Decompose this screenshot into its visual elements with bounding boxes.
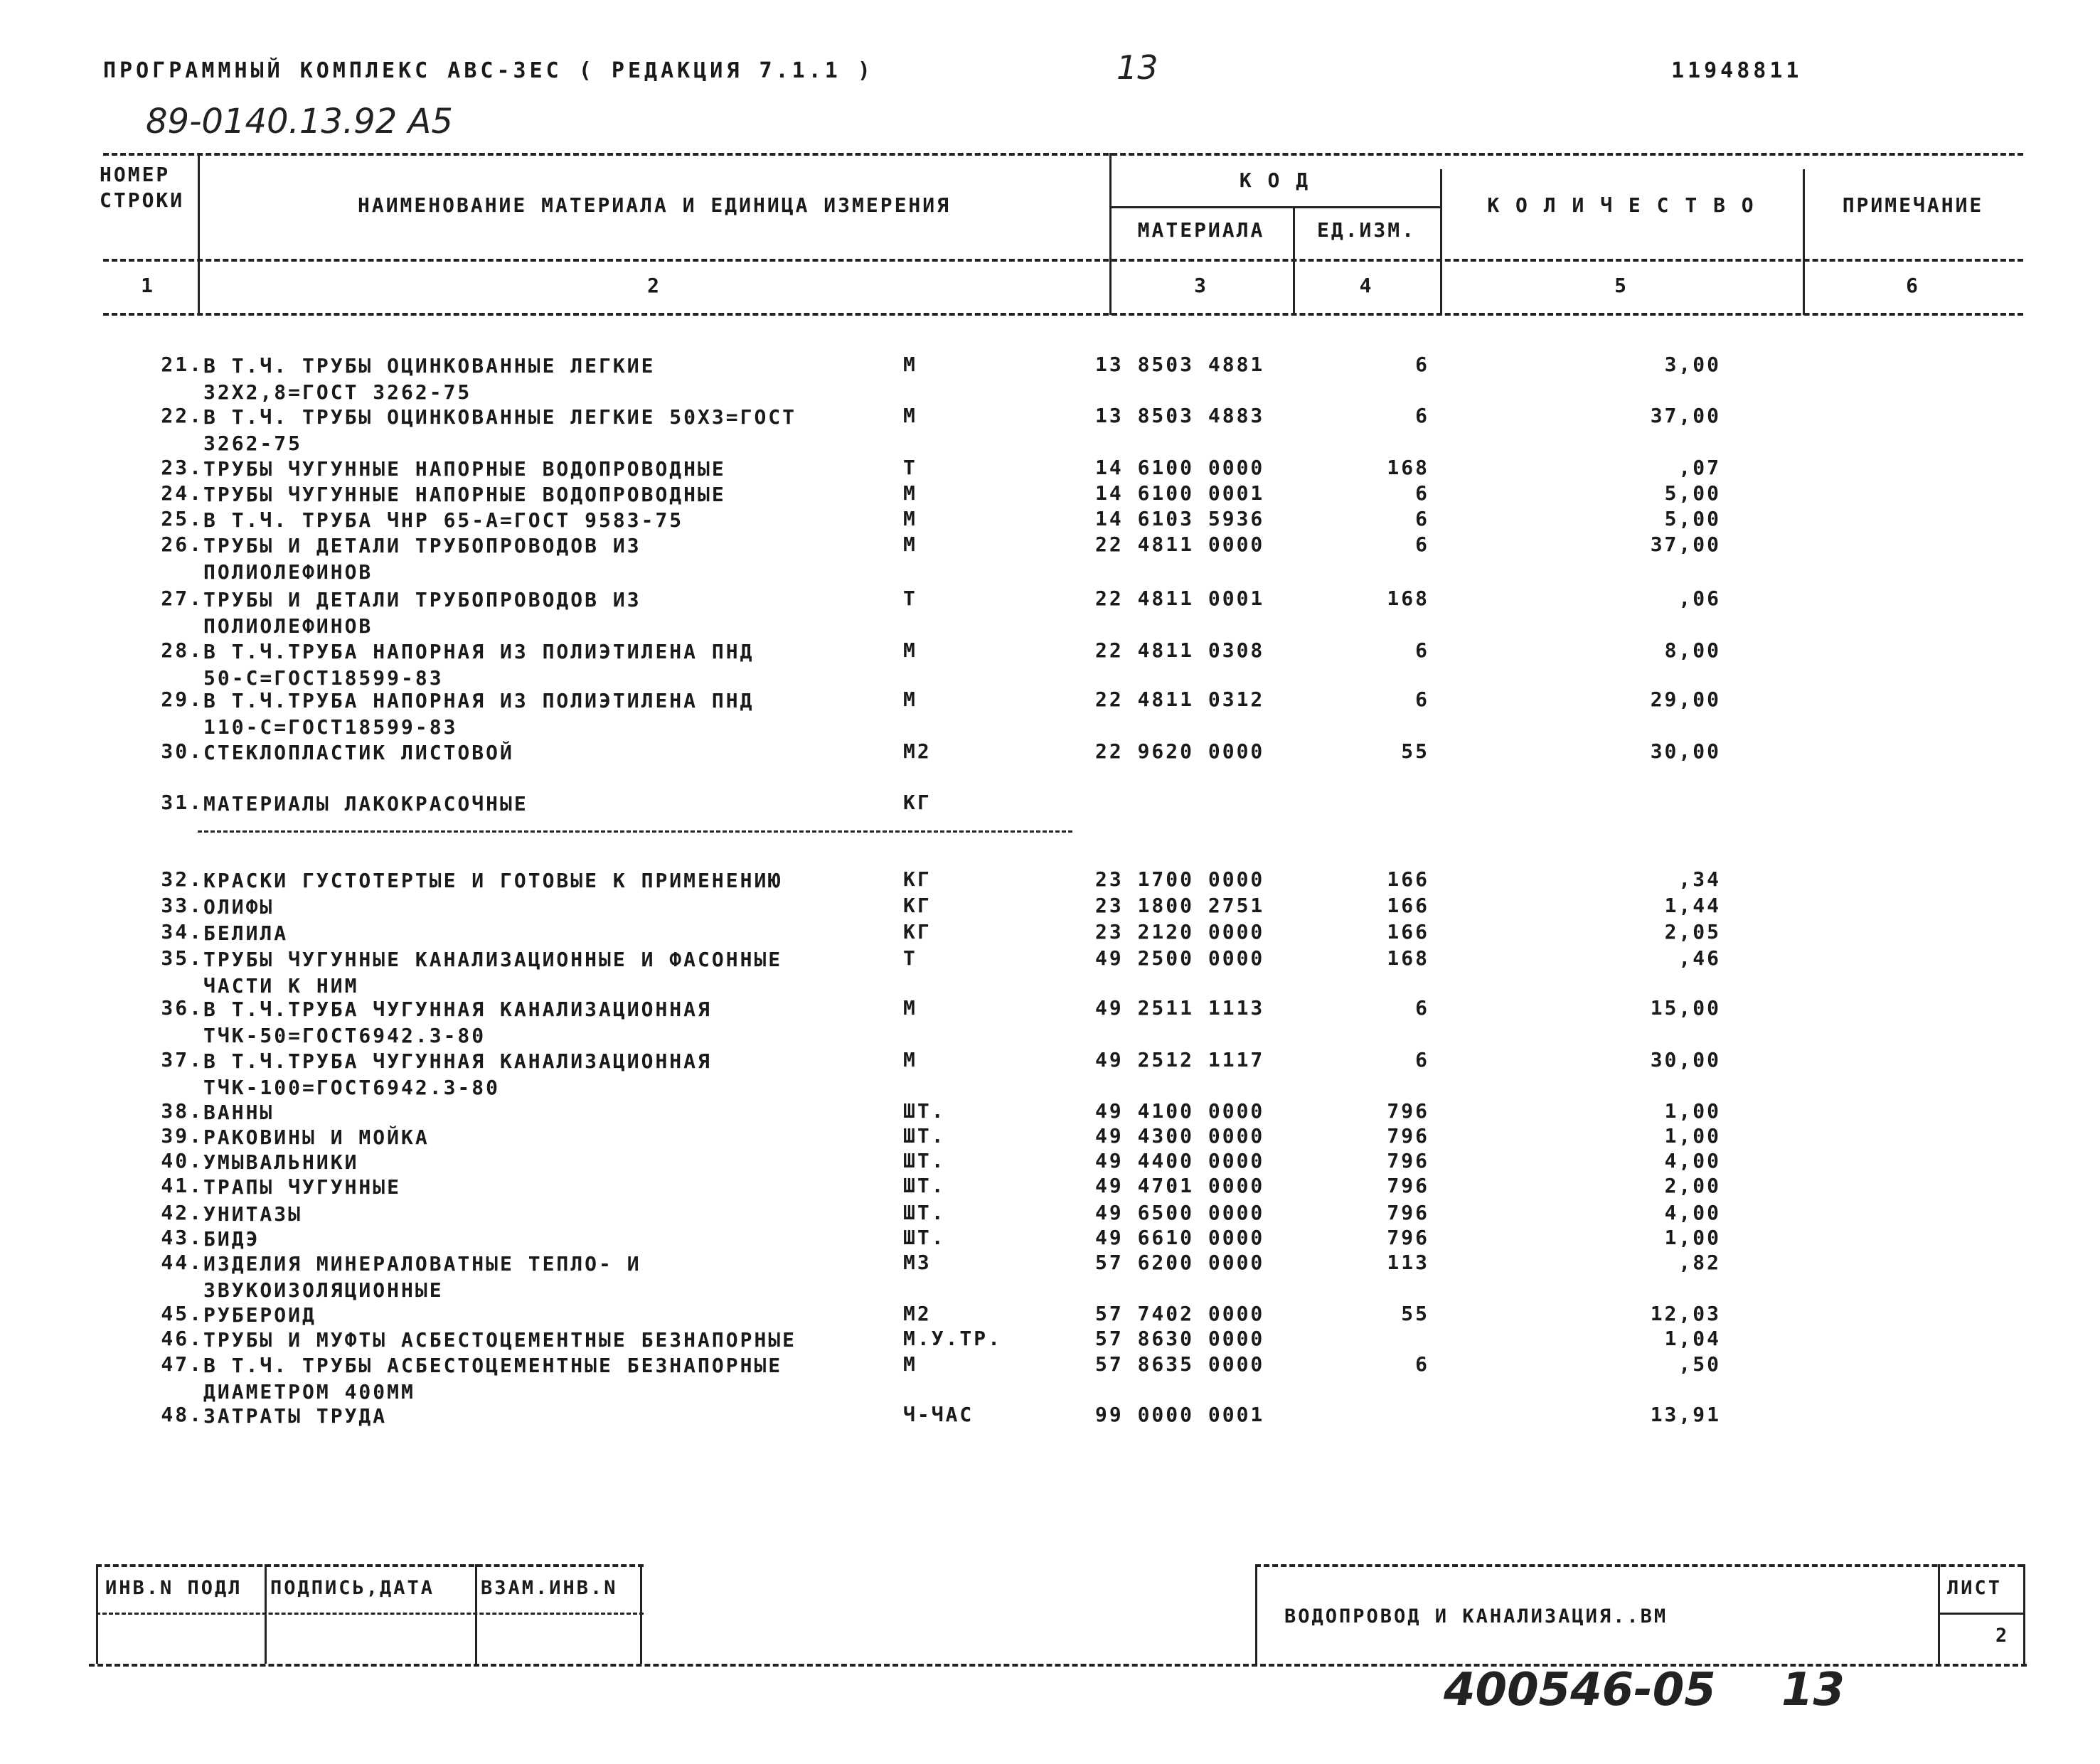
row-material-code: 23 2120 0000 (1095, 920, 1265, 944)
row-material-code: 13 8503 4883 (1095, 404, 1265, 427)
row-quantity: 8,00 (1664, 638, 1721, 662)
row-name: СТЕКЛОПЛАСТИК ЛИСТОВОЙ (203, 741, 514, 764)
row-unit-code: 796 (1387, 1201, 1429, 1224)
row-name: ЗАТРАТЫ ТРУДА (203, 1404, 388, 1428)
row-quantity: ,07 (1678, 456, 1721, 479)
row-unit: ШТ. (903, 1174, 946, 1197)
row-name-line1: В Т.Ч.ТРУБА НАПОРНАЯ ИЗ ПОЛИЭТИЛЕНА ПНД (203, 640, 755, 663)
row-name (203, 353, 655, 405)
row-number: 38. (161, 1099, 203, 1123)
row-unit: М2 (903, 739, 932, 763)
stamp-title: ВОДОПРОВОД И КАНАЛИЗАЦИЯ..ВМ (1284, 1605, 1668, 1627)
row-name: РАКОВИНЫ И МОЙКА (203, 1126, 430, 1149)
row-name: УМЫВАЛЬНИКИ (203, 1150, 359, 1174)
row-number: 43. (161, 1226, 203, 1249)
row-unit: Т (903, 946, 917, 970)
colnum-bottom-line (103, 313, 2023, 316)
row-number: 32. (161, 867, 203, 891)
row-quantity: 4,00 (1664, 1201, 1721, 1224)
row-material-code: 22 4811 0312 (1095, 688, 1265, 711)
stamp-mid-line-left (96, 1613, 644, 1615)
row-unit: М (903, 353, 917, 376)
row-name: БЕЛИЛА (203, 921, 289, 945)
colnum-6: 6 (1906, 274, 1920, 297)
row-unit-code: 168 (1387, 456, 1429, 479)
row-unit-code: 796 (1387, 1099, 1429, 1123)
row-name-line1: ИЗДЕЛИЯ МИНЕРАЛОВАТНЫЕ ТЕПЛО- И (203, 1252, 641, 1276)
row-material-code: 57 7402 0000 (1095, 1302, 1265, 1325)
row-name: МАТЕРИАЛЫ ЛАКОКРАСОЧНЫЕ (203, 792, 528, 816)
row-name-line2: ТЧК-50=ГОСТ6942.3-80 (203, 1024, 486, 1047)
row-name: ВАННЫ (203, 1101, 275, 1124)
row-material-code: 49 4300 0000 (1095, 1124, 1265, 1148)
stamp-list-number: 2 (1995, 1625, 2010, 1647)
row-quantity: ,82 (1678, 1251, 1721, 1274)
row-number: 46. (161, 1327, 203, 1350)
colnum-3: 3 (1194, 274, 1208, 297)
row-quantity: 37,00 (1650, 404, 1721, 427)
row-unit: КГ (903, 867, 932, 891)
stamp-podpis-data: ПОДПИСЬ,ДАТА (270, 1577, 435, 1599)
colnum-1: 1 (141, 274, 155, 297)
row-quantity: 2,00 (1664, 1174, 1721, 1197)
row-unit: Т (903, 456, 917, 479)
row-quantity: 4,00 (1664, 1149, 1721, 1172)
row-number: 24. (161, 481, 203, 505)
row-name: ТРУБЫ ЧУГУННЫЕ НАПОРНЫЕ ВОДОПРОВОДНЫЕ (203, 483, 726, 506)
row-unit-code: 6 (1415, 1352, 1429, 1376)
colnum-5: 5 (1614, 274, 1629, 297)
row-name: БИДЭ (203, 1227, 260, 1251)
stamp-left-edge (96, 1564, 98, 1664)
page-number-handwritten: 13 (1116, 48, 1158, 87)
row-material-code: 14 6100 0001 (1095, 481, 1265, 505)
row-quantity: 30,00 (1650, 1048, 1721, 1071)
row-unit-code: 55 (1401, 739, 1429, 763)
row-number: 42. (161, 1201, 203, 1224)
row-material-code: 57 8635 0000 (1095, 1352, 1265, 1376)
row-name-line2: 110-С=ГОСТ18599-83 (203, 715, 458, 739)
row-material-code: 49 6500 0000 (1095, 1201, 1265, 1224)
row-name (203, 1048, 712, 1101)
row-quantity: 1,04 (1664, 1327, 1721, 1350)
row-quantity: 30,00 (1650, 739, 1721, 763)
row-quantity: 1,00 (1664, 1099, 1721, 1123)
stamp-divider-2 (475, 1564, 477, 1664)
row-quantity: 1,00 (1664, 1124, 1721, 1148)
row-unit: М (903, 688, 917, 711)
stamp-top-line-left (96, 1564, 644, 1567)
row-number: 47. (161, 1352, 203, 1376)
row-name-line2: 32Х2,8=ГОСТ 3262-75 (203, 380, 472, 404)
row-material-code: 99 0000 0001 (1095, 1403, 1265, 1426)
row-material-code: 57 6200 0000 (1095, 1251, 1265, 1274)
row-unit-code: 55 (1401, 1302, 1429, 1325)
table-top-line (103, 153, 2023, 156)
row-unit: КГ (903, 894, 932, 917)
row-unit-code: 6 (1415, 688, 1429, 711)
header-row-number: НОМЕР СТРОКИ (100, 163, 185, 212)
row-material-code: 49 2500 0000 (1095, 946, 1265, 970)
header-code: К О Д (1239, 169, 1311, 192)
row-number: 34. (161, 920, 203, 944)
footer-handwritten-number: 400546-05 (1444, 1664, 1716, 1716)
header-bottom-line (103, 259, 2023, 262)
row-name (203, 638, 754, 691)
row-material-code: 22 4811 0308 (1095, 638, 1265, 662)
stamp-vzam-inv: ВЗАМ.ИНВ.N (481, 1577, 618, 1599)
row-unit-code: 6 (1415, 638, 1429, 662)
row-unit: М (903, 1352, 917, 1376)
row-quantity: 2,05 (1664, 920, 1721, 944)
row-material-code: 49 4100 0000 (1095, 1099, 1265, 1123)
row-number: 45. (161, 1302, 203, 1325)
row-number: 36. (161, 996, 203, 1020)
row-unit: М.У.ТР. (903, 1327, 1003, 1350)
program-header: ПРОГРАММНЫЙ КОМПЛЕКС АВС-3ЕС ( РЕДАКЦИЯ 7.1.1 ) (103, 58, 874, 83)
row-quantity: 5,00 (1664, 507, 1721, 530)
row-name (203, 533, 641, 585)
row-number: 27. (161, 587, 203, 610)
row-unit: М (903, 481, 917, 505)
row-material-code: 49 2511 1113 (1095, 996, 1265, 1020)
row-name: ТРУБЫ ЧУГУННЫЕ НАПОРНЫЕ ВОДОПРОВОДНЫЕ (203, 457, 726, 481)
row-name-line2: ТЧК-100=ГОСТ6942.3-80 (203, 1076, 501, 1099)
row-number: 28. (161, 638, 203, 662)
row-quantity: 1,44 (1664, 894, 1721, 917)
row-quantity: ,46 (1678, 946, 1721, 970)
row-unit: М3 (903, 1251, 932, 1274)
row-name-line2: ПОЛИОЛЕФИНОВ (203, 614, 373, 638)
row-unit-code: 6 (1415, 507, 1429, 530)
row-number: 21. (161, 353, 203, 376)
row-name: ТРАПЫ ЧУГУННЫЕ (203, 1175, 402, 1199)
row-name (203, 946, 782, 999)
row-quantity: ,34 (1678, 867, 1721, 891)
group-separator-line (198, 830, 1072, 833)
row-unit-code: 113 (1387, 1251, 1429, 1274)
row-unit: КГ (903, 920, 932, 944)
row-unit-code: 6 (1415, 353, 1429, 376)
row-unit: ШТ. (903, 1099, 946, 1123)
row-unit: ШТ. (903, 1149, 946, 1172)
stamp-inv-podl: ИНВ.N ПОДЛ (105, 1577, 242, 1599)
row-material-code: 49 4701 0000 (1095, 1174, 1265, 1197)
row-name-line1: ТРУБЫ ЧУГУННЫЕ КАНАЛИЗАЦИОННЫЕ И ФАСОННЫЕ (203, 948, 783, 971)
row-unit-code: 796 (1387, 1226, 1429, 1249)
code-subheader-line (1109, 206, 1440, 208)
row-unit: М2 (903, 1302, 932, 1325)
header-name: НАИМЕНОВАНИЕ МАТЕРИАЛА И ЕДИНИЦА ИЗМЕРЕНИЯ (357, 193, 951, 217)
row-unit-code: 166 (1387, 894, 1429, 917)
colnum-2: 2 (647, 274, 661, 297)
row-unit-code: 796 (1387, 1124, 1429, 1148)
row-name (203, 996, 712, 1049)
stamp-divider-1 (265, 1564, 267, 1664)
row-material-code: 22 4811 0000 (1095, 533, 1265, 556)
row-unit-code: 168 (1387, 587, 1429, 610)
row-name-line2: 50-С=ГОСТ18599-83 (203, 666, 444, 690)
row-quantity: ,50 (1678, 1352, 1721, 1376)
row-name (203, 1251, 641, 1303)
row-quantity: 1,00 (1664, 1226, 1721, 1249)
row-quantity: 12,03 (1650, 1302, 1721, 1325)
row-unit: ШТ. (903, 1226, 946, 1249)
row-name: РУБЕРОИД (203, 1303, 316, 1327)
row-unit-code: 166 (1387, 920, 1429, 944)
row-unit-code: 6 (1415, 404, 1429, 427)
row-number: 23. (161, 456, 203, 479)
row-material-code: 49 2512 1117 (1095, 1048, 1265, 1071)
footer-handwritten-page: 13 (1781, 1664, 1845, 1716)
row-material-code: 23 1800 2751 (1095, 894, 1265, 917)
row-name (203, 688, 754, 740)
row-name: УНИТАЗЫ (203, 1202, 303, 1226)
row-unit: М (903, 533, 917, 556)
row-quantity: ,06 (1678, 587, 1721, 610)
stamp-list-label: ЛИСТ (1947, 1577, 2003, 1599)
row-unit: ШТ. (903, 1201, 946, 1224)
row-material-code: 23 1700 0000 (1095, 867, 1265, 891)
row-material-code: 14 6103 5936 (1095, 507, 1265, 530)
row-number: 30. (161, 739, 203, 763)
row-unit: ШТ. (903, 1124, 946, 1148)
row-material-code: 13 8503 4881 (1095, 353, 1265, 376)
row-unit: КГ (903, 791, 932, 814)
row-name (203, 404, 796, 456)
row-material-code: 22 9620 0000 (1095, 739, 1265, 763)
row-name-line1: В Т.Ч.ТРУБА НАПОРНАЯ ИЗ ПОЛИЭТИЛЕНА ПНД (203, 689, 755, 712)
row-name-line1: ТРУБЫ И ДЕТАЛИ ТРУБОПРОВОДОВ ИЗ (203, 588, 641, 611)
row-quantity: 13,91 (1650, 1403, 1721, 1426)
row-number: 33. (161, 894, 203, 917)
row-unit-code: 6 (1415, 996, 1429, 1020)
row-name-line1: В Т.Ч. ТРУБЫ АСБЕСТОЦЕМЕНТНЫЕ БЕЗНАПОРНЫЕ (203, 1354, 783, 1377)
row-unit: Т (903, 587, 917, 610)
stamp-list-mid-line (1938, 1613, 2023, 1615)
row-unit-code: 6 (1415, 481, 1429, 505)
row-unit-code: 6 (1415, 1048, 1429, 1071)
row-material-code: 14 6100 0000 (1095, 456, 1265, 479)
row-material-code: 57 8630 0000 (1095, 1327, 1265, 1350)
row-number: 41. (161, 1174, 203, 1197)
row-unit: М (903, 507, 917, 530)
stamp-top-line-right (1255, 1564, 2023, 1567)
row-unit: М (903, 404, 917, 427)
row-material-code: 22 4811 0001 (1095, 587, 1265, 610)
row-name-line1: В Т.Ч. ТРУБЫ ОЦИНКОВАННЫЕ ЛЕГКИЕ (203, 354, 656, 378)
row-name-line2: ЧАСТИ К НИМ (203, 974, 359, 998)
row-unit-code: 6 (1415, 533, 1429, 556)
row-quantity: 37,00 (1650, 533, 1721, 556)
row-number: 25. (161, 507, 203, 530)
row-unit: Ч-ЧАС (903, 1403, 974, 1426)
row-quantity: 29,00 (1650, 688, 1721, 711)
row-name (203, 587, 641, 639)
row-name-line1: ТРУБЫ И ДЕТАЛИ ТРУБОПРОВОДОВ ИЗ (203, 534, 641, 557)
row-name: ОЛИФЫ (203, 895, 275, 919)
stamp-right-edge (2023, 1564, 2025, 1664)
header-quantity: К О Л И Ч Е С Т В О (1487, 193, 1756, 217)
colnum-4: 4 (1359, 274, 1374, 297)
row-quantity: 15,00 (1650, 996, 1721, 1020)
row-unit: М (903, 1048, 917, 1071)
header-code-unit: ЕД.ИЗМ. (1316, 218, 1416, 242)
row-quantity: 5,00 (1664, 481, 1721, 505)
row-name-line2: ДИАМЕТРОМ 400ММ (203, 1380, 415, 1404)
row-number: 29. (161, 688, 203, 711)
row-number: 22. (161, 404, 203, 427)
row-name-line2: ПОЛИОЛЕФИНОВ (203, 560, 373, 584)
row-name: В Т.Ч. ТРУБА ЧНР 65-А=ГОСТ 9583-75 (203, 508, 684, 532)
row-number: 44. (161, 1251, 203, 1274)
row-number: 31. (161, 791, 203, 814)
row-number: 37. (161, 1048, 203, 1071)
row-unit: М (903, 996, 917, 1020)
stamp-divider-3 (640, 1564, 642, 1664)
row-name: ТРУБЫ И МУФТЫ АСБЕСТОЦЕМЕНТНЫЕ БЕЗНАПОРНЫЕ (203, 1328, 797, 1352)
row-quantity: 3,00 (1664, 353, 1721, 376)
row-number: 39. (161, 1124, 203, 1148)
row-material-code: 49 6610 0000 (1095, 1226, 1265, 1249)
row-name-line1: В Т.Ч. ТРУБЫ ОЦИНКОВАННЫЕ ЛЕГКИЕ 50Х3=ГОСТ (203, 405, 797, 429)
stamp-bottom-line (89, 1664, 2027, 1667)
row-unit: М (903, 638, 917, 662)
doc-id: 11948811 (1671, 58, 1803, 83)
header-note: ПРИМЕЧАНИЕ (1842, 193, 1984, 217)
row-unit-code: 168 (1387, 946, 1429, 970)
row-number: 26. (161, 533, 203, 556)
row-name-line2: ЗВУКОИЗОЛЯЦИОННЫЕ (203, 1278, 444, 1302)
row-unit-code: 166 (1387, 867, 1429, 891)
row-name-line2: 3262-75 (203, 432, 303, 455)
row-name-line1: В Т.Ч.ТРУБА ЧУГУННАЯ КАНАЛИЗАЦИОННАЯ (203, 1049, 712, 1073)
row-name (203, 1352, 782, 1405)
row-name: КРАСКИ ГУСТОТЕРТЫЕ И ГОТОВЫЕ К ПРИМЕНЕНИЮ (203, 869, 783, 892)
row-name-line1: В Т.Ч.ТРУБА ЧУГУННАЯ КАНАЛИЗАЦИОННАЯ (203, 998, 712, 1021)
row-number: 40. (161, 1149, 203, 1172)
stamp-title-left-edge (1255, 1564, 1257, 1664)
header-code-material: МАТЕРИАЛА (1137, 218, 1265, 242)
row-unit-code: 796 (1387, 1174, 1429, 1197)
row-number: 48. (161, 1403, 203, 1426)
row-material-code: 49 4400 0000 (1095, 1149, 1265, 1172)
row-unit-code: 796 (1387, 1149, 1429, 1172)
handwritten-code: 89-0140.13.92 А5 (146, 102, 453, 141)
row-number: 35. (161, 946, 203, 970)
